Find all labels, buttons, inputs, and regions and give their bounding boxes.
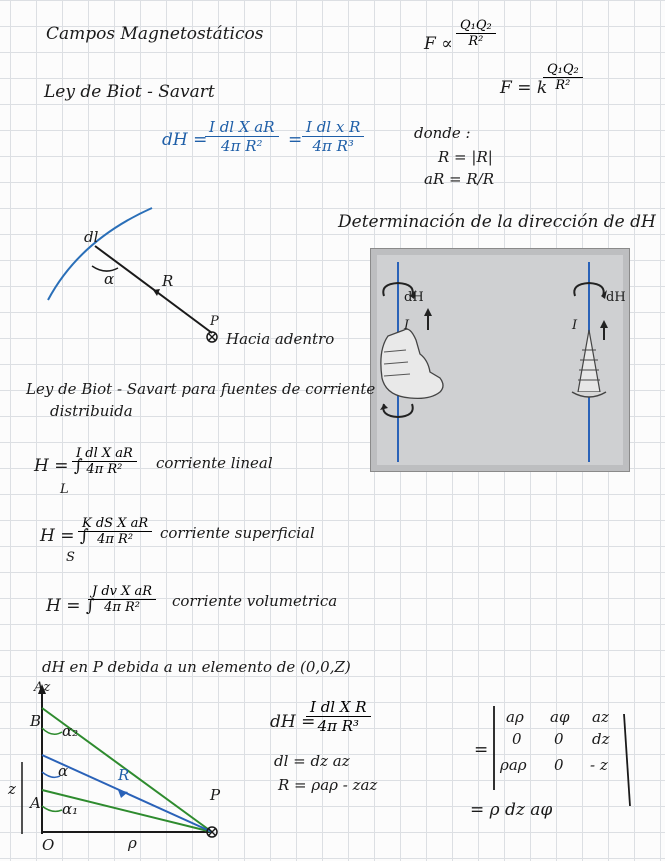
sketch2-alpha2: α₂ (62, 722, 79, 740)
donde-line-1: R = |R| (438, 148, 493, 166)
integral-2-sub: S (66, 550, 75, 565)
photo-label-left: dH (404, 290, 424, 305)
sketch2-rho: ρ (128, 834, 137, 852)
cross-num: I dl X R (310, 698, 367, 716)
det-r3c3: - z (590, 756, 608, 774)
distributed-title-1: Ley de Biot - Savart para fuentes de corriente (26, 380, 376, 398)
integral-1-den: 4π R² (72, 461, 137, 477)
integral-3-lhs: H = ∫ (46, 596, 95, 616)
integral-1-num: I dl X aR (76, 446, 133, 461)
cross-R-def: R = ρaρ - zaz (278, 776, 378, 794)
integral-1-label: corriente lineal (156, 454, 273, 472)
det-r2c2: 0 (554, 730, 564, 748)
sketch2-point-A: A (30, 794, 41, 812)
dH-equals: = (288, 130, 303, 150)
integral-2-num: K dS X aR (82, 516, 149, 531)
cross-dl-def: dl = dz az (274, 752, 350, 770)
sketch1-P: P (210, 314, 219, 329)
integral-2-label: corriente superficial (160, 524, 315, 542)
distributed-title-2: distribuida (50, 402, 133, 420)
dH-num-1: I dl X aR (209, 118, 275, 136)
element-title: dH en P debida a un elemento de (0,0,Z) (42, 658, 351, 676)
donde-line-2: aR = R/R (424, 170, 494, 188)
det-r1c1: aρ (506, 708, 524, 726)
integral-3-num: J dv X aR (92, 584, 153, 599)
photo-current-right: I (572, 318, 578, 333)
sketch1-note: Hacia adentro (226, 330, 335, 348)
dH-den-2: 4π R³ (302, 136, 364, 155)
sketch2-alpha: α (58, 762, 69, 780)
sketch2-axis-z: Az (34, 680, 51, 695)
photo-current-left: I (404, 318, 410, 333)
dH-den-1: 4π R² (205, 136, 279, 155)
det-r3c1: ρaρ (500, 756, 527, 774)
sketch2-alpha1: α₁ (62, 800, 79, 818)
integral-3-label: corriente volumetrica (172, 592, 338, 610)
coulomb-eq-den: R² (543, 77, 583, 93)
det-r1c2: aφ (550, 708, 570, 726)
det-r3c2: 0 (554, 756, 564, 774)
det-r2c1: 0 (512, 730, 522, 748)
donde-label: donde : (414, 124, 471, 142)
photo-label-right: dH (606, 290, 626, 305)
coulomb-eq-num: Q₁Q₂ (547, 62, 579, 77)
integral-2-lhs: H = ∫ (40, 526, 89, 546)
sketch1-alpha: α (104, 270, 115, 288)
cross-equals: = (474, 740, 489, 760)
biot-savart-title: Ley de Biot - Savart (44, 82, 215, 102)
direction-title: Determinación de la dirección de dH (338, 212, 656, 232)
coulomb-proportional: F ∝ (424, 34, 453, 54)
cross-result: = ρ dz aφ (470, 800, 553, 820)
sketch2-point-B: B (30, 712, 42, 730)
sketch1-R: R (162, 272, 174, 290)
integral-3-den: 4π R² (88, 599, 156, 615)
dH-num-2: I dl x R (306, 118, 361, 136)
coulomb-prop-num: Q₁Q₂ (460, 18, 492, 33)
integral-1-lhs: H = ∫ (34, 456, 83, 476)
integral-2-den: 4π R² (78, 531, 152, 547)
coulomb-equation: F = k (500, 78, 548, 98)
det-r1c3: az (592, 708, 609, 726)
integral-1-sub: L (60, 482, 69, 497)
page-title: Campos Magnetostáticos (46, 24, 264, 44)
sketch2-R: R (118, 766, 130, 784)
sketch2-z-length: z (8, 780, 16, 798)
cross-den: 4π R³ (306, 716, 371, 735)
sketch2-P: P (210, 786, 221, 804)
cross-lhs: dH = (270, 712, 316, 732)
sketch1-dl: dl (84, 228, 99, 246)
det-r2c3: dz (592, 730, 610, 748)
sketch2-origin: O (42, 836, 55, 854)
dH-lhs: dH = (162, 130, 208, 150)
coulomb-prop-den: R² (456, 33, 496, 49)
